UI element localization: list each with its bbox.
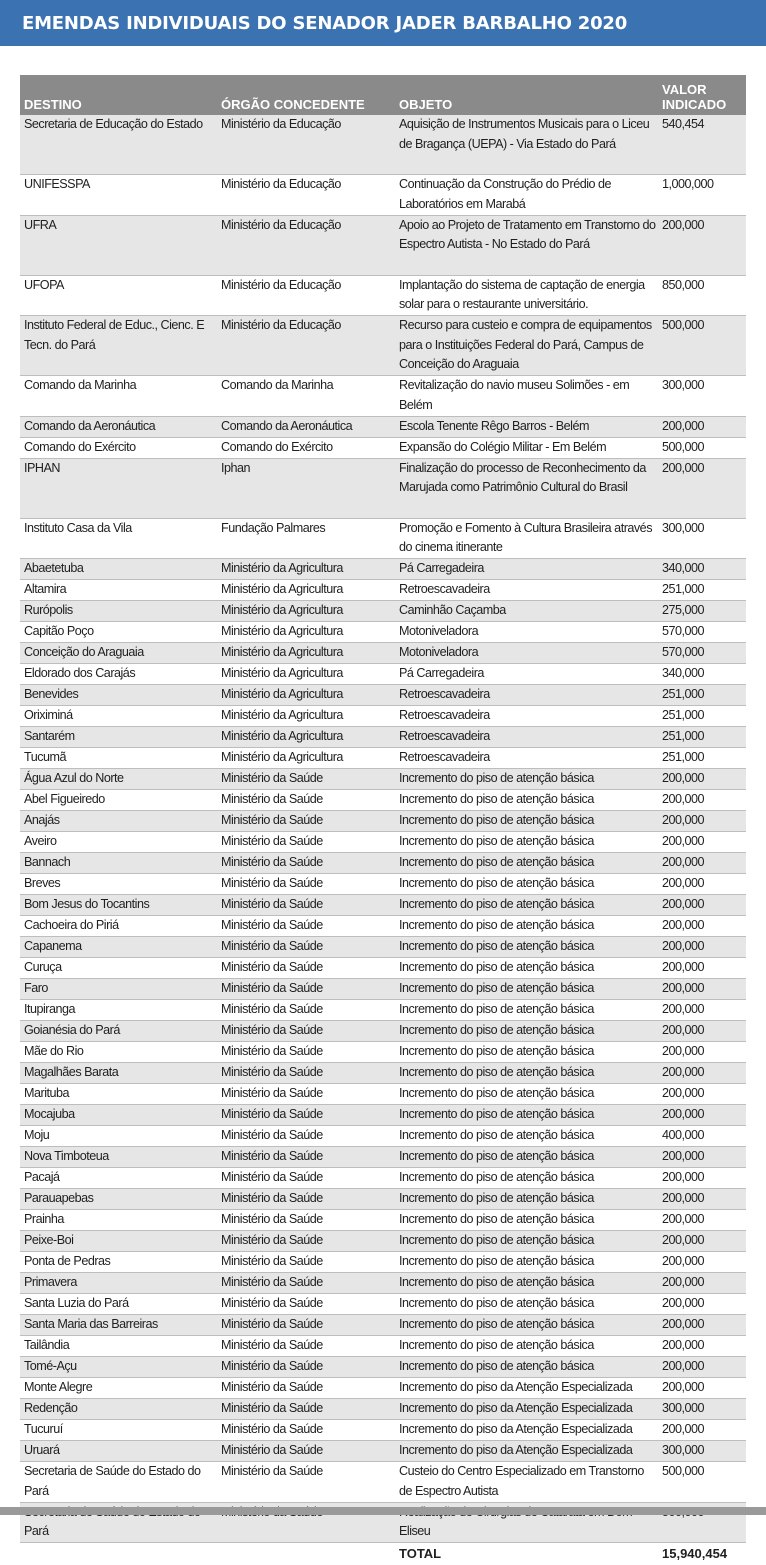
cell-destino: Benevides [24,687,79,701]
table-row [20,1147,746,1168]
cell-objeto: Recurso para custeio e compra de equipamentos para o Instituições Federal do Pará, Campus de Conceição do Araguaia [399,318,652,371]
table-row [20,1357,746,1378]
cell-destino: Abaetetuba [24,561,84,575]
table-row [20,376,746,417]
table-row [20,519,746,560]
cell-objeto: Promoção e Fomento à Cultura Brasileira através do cinema itinerante [399,520,652,554]
cell-destino: Magalhães Barata [24,1065,119,1079]
cell-orgao: Ministério da Saúde [221,1233,323,1247]
cell-objeto: Incremento do piso de atenção básica [399,771,594,785]
cell-destino: Capanema [24,939,82,953]
cell-valor: 400,000 [662,1128,705,1142]
table-row [20,727,746,748]
cell-valor: 200,000 [662,813,705,827]
table-row [20,1105,746,1126]
cell-orgao: Ministério da Agricultura [221,582,343,596]
cell-orgao: Ministério da Saúde [221,981,323,995]
cell-orgao: Ministério da Saúde [221,792,323,806]
cell-valor: 200,000 [662,1107,705,1121]
cell-orgao: Ministério da Saúde [221,1023,323,1037]
cell-destino: Rurópolis [24,603,73,617]
cell-orgao: Ministério da Saúde [221,855,323,869]
cell-destino: Secretaria de Saúde do Estado do Pará [24,1464,201,1498]
cell-objeto: Caminhão Caçamba [399,603,506,617]
cell-destino: Comando da Aeronáutica [24,418,156,433]
table-row [20,1126,746,1147]
cell-objeto: Escola Tenente Rêgo Barros - Belém [399,418,589,433]
cell-orgao: Ministério da Educação [221,217,341,232]
cell-orgao: Ministério da Saúde [221,1065,323,1079]
cell-objeto: Incremento do piso de atenção básica [399,1086,594,1100]
cell-valor: 300,000 [662,1443,705,1457]
cell-orgao: Ministério da Agricultura [221,729,343,743]
cell-orgao: Ministério da Saúde [221,939,323,953]
cell-valor: 200,000 [662,1002,705,1016]
table-row [20,853,746,874]
table-body [20,115,746,1543]
table-row [20,1399,746,1420]
cell-orgao: Ministério da Agricultura [221,750,343,764]
cell-valor: 200,000 [662,1170,705,1184]
cell-objeto: Retroescavadeira [399,750,490,764]
cell-destino: Prainha [24,1212,64,1226]
cell-destino: Itupiranga [24,1002,76,1016]
cell-objeto: Pá Carregadeira [399,561,484,575]
cell-destino: Pacajá [24,1170,60,1184]
cell-objeto: Incremento do piso de atenção básica [399,1023,594,1037]
cell-valor: 200,000 [662,876,705,890]
cell-destino: Cachoeira do Piriá [24,918,119,932]
cell-objeto: Revitalização do navio museu Solimões - em Belém [399,378,630,412]
cell-destino: Capitão Poço [24,624,94,638]
cell-valor: 251,000 [662,750,705,764]
cell-valor: 200,000 [662,897,705,911]
cell-valor: 200,000 [662,1422,705,1436]
cell-orgao: Ministério da Educação [221,318,341,332]
table-row [20,895,746,916]
cell-valor: 500,000 [662,1464,705,1478]
cell-valor: 251,000 [662,687,705,701]
table-row [20,1021,746,1042]
cell-destino: Goianésia do Pará [24,1023,120,1037]
cell-objeto: Incremento do piso de atenção básica [399,1338,594,1352]
cell-objeto: Retroescavadeira [399,582,490,596]
cell-orgao: Ministério da Saúde [221,813,323,827]
cell-orgao: Ministério da Saúde [221,1002,323,1016]
table-row [20,559,746,580]
cell-orgao: Ministério da Agricultura [221,708,343,722]
cell-destino: Eldorado dos Carajás [24,666,136,680]
cell-objeto: Finalização do processo de Reconhecimento da Marujada como Patrimônio Cultural do Brasil [399,460,646,494]
cell-valor: 340,000 [662,666,705,680]
cell-orgao: Ministério da Educação [221,277,341,292]
cell-objeto: Incremento do piso de atenção básica [399,1233,594,1247]
cell-objeto: Incremento do piso de atenção básica [399,1275,594,1289]
cell-objeto: Retroescavadeira [399,729,490,743]
header-destino: DESTINO [24,97,82,112]
cell-destino: Tomé-Açu [24,1359,77,1373]
cell-orgao: Ministério da Agricultura [221,624,343,638]
cell-valor: 200,000 [662,1065,705,1079]
cell-valor: 200,000 [662,1086,705,1100]
table-row [20,748,746,769]
cell-orgao: Ministério da Saúde [221,1170,323,1184]
cell-valor: 300,000 [662,1401,705,1415]
cell-orgao: Ministério da Saúde [221,1359,323,1373]
cell-objeto: Incremento do piso da Atenção Especializada [399,1380,633,1394]
table-row [20,1210,746,1231]
cell-objeto: Incremento do piso de atenção básica [399,897,594,911]
cell-objeto: Incremento do piso de atenção básica [399,1296,594,1310]
cell-orgao: Ministério da Agricultura [221,666,343,680]
table-row [20,316,746,376]
cell-orgao: Ministério da Saúde [221,1149,323,1163]
cell-destino: Primavera [24,1275,77,1289]
cell-valor: 200,000 [662,855,705,869]
cell-objeto: Incremento do piso da Atenção Especializada [399,1422,633,1436]
cell-objeto: Incremento do piso de atenção básica [399,1107,594,1121]
cell-valor: 200,000 [662,834,705,848]
table-row [20,417,746,438]
cell-destino: Secretaria de Educação do Estado [24,117,203,131]
cell-orgao: Ministério da Agricultura [221,687,343,701]
cell-valor: 200,000 [662,1296,705,1310]
cell-valor: 200,000 [662,1380,705,1394]
cell-destino: Aveiro [24,834,57,848]
cell-orgao: Ministério da Agricultura [221,561,343,575]
cell-destino: Bannach [24,855,71,869]
cell-destino: Comando do Exército [24,439,136,454]
cell-objeto: Continuação da Construção do Prédio de Laboratórios em Marabá [399,177,612,211]
cell-orgao: Ministério da Saúde [221,1254,323,1268]
table-row [20,1168,746,1189]
bottom-rule [0,1507,766,1515]
cell-objeto: Eliseu [399,1524,431,1538]
cell-destino: Anajás [24,813,60,827]
table-row [20,580,746,601]
cell-destino: Oriximiná [24,708,73,722]
cell-orgao: Ministério da Saúde [221,1443,323,1457]
cell-orgao: Fundação Palmares [221,520,326,535]
cell-valor: 300,000 [662,378,705,392]
cell-valor: 500,000 [662,439,705,454]
table-row [20,438,746,459]
cell-orgao: Ministério da Saúde [221,1464,323,1478]
cell-orgao: Ministério da Saúde [221,918,323,932]
cell-orgao: Ministério da Saúde [221,771,323,785]
cell-objeto: Aquisição de Instrumentos Musicais para o Liceu de Bragança (UEPA) - Via Estado do Pará [399,117,650,151]
cell-destino: Nova Timboteua [24,1149,109,1163]
cell-destino: Monte Alegre [24,1380,93,1394]
table-row [20,622,746,643]
table-row [20,175,746,216]
cell-objeto: Incremento do piso de atenção básica [399,981,594,995]
cell-objeto: Implantação do sistema de captação de energia solar para o restaurante universitário. [399,277,645,311]
cell-valor: 850,000 [662,277,705,292]
cell-destino: Bom Jesus do Tocantins [24,897,150,911]
cell-destino: Tucumã [24,750,67,764]
table-row [20,1462,746,1503]
cell-orgao: Iphan [221,460,251,475]
cell-objeto: Incremento do piso de atenção básica [399,1359,594,1373]
table-header [20,75,746,115]
table-row [20,685,746,706]
table-row [20,664,746,685]
cell-destino: Comando da Marinha [24,378,137,392]
cell-destino: Tailândia [24,1338,70,1352]
table-row [20,958,746,979]
cell-orgao: Comando da Marinha [221,378,334,392]
cell-destino: Instituto Casa da Vila [24,520,132,535]
cell-valor: 540,454 [662,117,705,131]
total-label: TOTAL [399,1546,442,1561]
cell-objeto: Motoniveladora [399,645,479,659]
table-row [20,979,746,1000]
cell-orgao: Ministério da Saúde [221,897,323,911]
cell-objeto: Custeio do Centro Especializado em Transtorno de Espectro Autista [399,1464,644,1498]
cell-orgao: Ministério da Saúde [221,1086,323,1100]
cell-valor: 200,000 [662,418,705,433]
table-row [20,832,746,853]
table-row [20,459,746,519]
cell-objeto: Expansão do Colégio Militar - Em Belém [399,439,607,454]
cell-destino: Mãe do Rio [24,1044,84,1058]
cell-valor: 251,000 [662,708,705,722]
table-row [20,1378,746,1399]
cell-objeto: Incremento do piso de atenção básica [399,813,594,827]
cell-destino: UFOPA [24,277,64,292]
cell-valor: 200,000 [662,792,705,806]
cell-destino: Redenção [24,1401,78,1415]
cell-orgao: Ministério da Saúde [221,1044,323,1058]
cell-orgao: Ministério da Saúde [221,1338,323,1352]
cell-valor: 275,000 [662,603,705,617]
header-orgao: ÓRGÃO CONCEDENTE [221,97,365,112]
cell-objeto: Pá Carregadeira [399,666,484,680]
cell-valor: 570,000 [662,624,705,638]
cell-objeto: Incremento do piso de atenção básica [399,1065,594,1079]
cell-orgao: Ministério da Saúde [221,1296,323,1310]
cell-valor: 500,000 [662,318,705,332]
cell-orgao: Ministério da Agricultura [221,603,343,617]
cell-destino: Uruará [24,1443,60,1457]
total-row [20,1543,746,1565]
cell-valor: 200,000 [662,1338,705,1352]
cell-orgao: Ministério da Saúde [221,834,323,848]
table-row [20,1084,746,1105]
cell-destino: Faro [24,981,48,995]
cell-orgao: Ministério da Saúde [221,960,323,974]
cell-orgao: Comando do Exército [221,439,333,454]
cell-orgao: Ministério da Saúde [221,1317,323,1331]
cell-orgao: Ministério da Saúde [221,1275,323,1289]
cell-destino: IPHAN [24,460,60,475]
cell-objeto: Incremento do piso de atenção básica [399,1128,594,1142]
cell-valor: 200,000 [662,939,705,953]
amendments-table [20,75,746,1565]
cell-valor: 200,000 [662,918,705,932]
table-row [20,1252,746,1273]
cell-destino: Altamira [24,582,67,596]
table-row [20,790,746,811]
table-row [20,874,746,895]
cell-valor: 340,000 [662,561,705,575]
cell-objeto: Retroescavadeira [399,687,490,701]
cell-orgao: Ministério da Educação [221,117,341,131]
cell-orgao: Ministério da Saúde [221,1380,323,1394]
table-row [20,276,746,317]
cell-valor: 570,000 [662,645,705,659]
cell-orgao: Ministério da Saúde [221,1107,323,1121]
table-row [20,643,746,664]
cell-destino: Curuça [24,960,62,974]
cell-objeto: Incremento do piso de atenção básica [399,1317,594,1331]
cell-destino: Conceição do Araguaia [24,645,144,659]
cell-objeto: Incremento do piso de atenção básica [399,1149,594,1163]
cell-objeto: Incremento do piso de atenção básica [399,834,594,848]
table-row [20,811,746,832]
cell-valor: 200,000 [662,1023,705,1037]
table-row [20,1189,746,1210]
total-value: 15,940,454 [662,1546,728,1561]
cell-valor: 200,000 [662,1212,705,1226]
header-valor: VALOR INDICADO [662,82,727,112]
cell-destino: Ponta de Pedras [24,1254,111,1268]
table-row [20,1042,746,1063]
table-row [20,1231,746,1252]
cell-objeto: Incremento do piso de atenção básica [399,792,594,806]
table-row [20,1420,746,1441]
cell-destino: Santarém [24,729,75,743]
cell-orgao: Ministério da Agricultura [221,645,343,659]
cell-orgao: Ministério da Educação [221,177,341,191]
table-row [20,1336,746,1357]
cell-objeto: Incremento do piso da Atenção Especializada [399,1443,633,1457]
cell-objeto: Incremento do piso de atenção básica [399,855,594,869]
cell-destino: Tucuruí [24,1422,63,1436]
cell-objeto: Incremento do piso de atenção básica [399,1191,594,1205]
cell-orgao: Ministério da Saúde [221,1191,323,1205]
cell-destino: Moju [24,1128,50,1142]
cell-objeto: Incremento do piso de atenção básica [399,876,594,890]
cell-destino: Breves [24,876,61,890]
cell-objeto: Incremento do piso de atenção básica [399,1212,594,1226]
cell-objeto: Incremento do piso de atenção básica [399,1170,594,1184]
table-row [20,115,746,175]
cell-objeto: Incremento do piso de atenção básica [399,918,594,932]
cell-destino: Parauapebas [24,1191,94,1205]
cell-valor: 200,000 [662,1191,705,1205]
cell-valor: 200,000 [662,1317,705,1331]
cell-valor: 200,000 [662,960,705,974]
cell-valor: 200,000 [662,981,705,995]
cell-objeto: Incremento do piso de atenção básica [399,1002,594,1016]
table-row [20,706,746,727]
table-row [20,916,746,937]
cell-orgao: Ministério da Saúde [221,1128,323,1142]
cell-destino: Santa Luzia do Pará [24,1296,129,1310]
cell-orgao: Ministério da Saúde [221,1212,323,1226]
cell-orgao: Ministério da Saúde [221,1401,323,1415]
cell-destino: Marituba [24,1086,69,1100]
cell-valor: 200,000 [662,217,705,232]
cell-destino: Instituto Federal de Educ., Cienc. E Tecn. do Pará [24,318,205,352]
cell-valor: 300,000 [662,520,705,535]
cell-destino: Peixe-Boi [24,1233,74,1247]
cell-destino: UNIFESSPA [24,177,90,191]
cell-valor: 251,000 [662,582,705,596]
table-row [20,937,746,958]
cell-destino: Mocajuba [24,1107,75,1121]
cell-valor: 200,000 [662,460,705,475]
table-row [20,1315,746,1336]
cell-valor: 200,000 [662,1044,705,1058]
header-objeto: OBJETO [399,97,453,112]
cell-valor: 1,000,000 [662,177,714,191]
table-row [20,769,746,790]
cell-objeto: Incremento do piso de atenção básica [399,1254,594,1268]
cell-objeto: Apoio ao Projeto de Tratamento em Transtorno do Espectro Autista - No Estado do Pará [399,217,656,251]
table-row [20,1000,746,1021]
table-row [20,1273,746,1294]
page-title: EMENDAS INDIVIDUAIS DO SENADOR JADER BARBALHO 2020 [22,12,628,34]
cell-objeto: Retroescavadeira [399,708,490,722]
cell-orgao: Comando da Aeronáutica [221,418,353,433]
cell-valor: 200,000 [662,1254,705,1268]
cell-orgao: Ministério da Saúde [221,876,323,890]
cell-orgao: Ministério da Saúde [221,1422,323,1436]
title-banner [0,0,766,46]
cell-destino: UFRA [24,217,57,232]
cell-valor: 200,000 [662,1233,705,1247]
cell-objeto: Incremento do piso de atenção básica [399,1044,594,1058]
table-row [20,1441,746,1462]
table-row [20,1294,746,1315]
table-row [20,1063,746,1084]
cell-destino: Pará [24,1524,49,1538]
cell-objeto: Incremento do piso da Atenção Especializada [399,1401,633,1415]
cell-destino: Santa Maria das Barreiras [24,1317,158,1331]
cell-objeto: Motoniveladora [399,624,479,638]
cell-valor: 200,000 [662,1359,705,1373]
cell-valor: 200,000 [662,771,705,785]
cell-valor: 200,000 [662,1275,705,1289]
cell-valor: 251,000 [662,729,705,743]
cell-destino: Abel Figueiredo [24,792,105,806]
cell-destino: Água Azul do Norte [24,771,124,785]
cell-valor: 200,000 [662,1149,705,1163]
cell-objeto: Incremento do piso de atenção básica [399,960,594,974]
table-row [20,601,746,622]
table-row [20,216,746,276]
cell-objeto: Incremento do piso de atenção básica [399,939,594,953]
